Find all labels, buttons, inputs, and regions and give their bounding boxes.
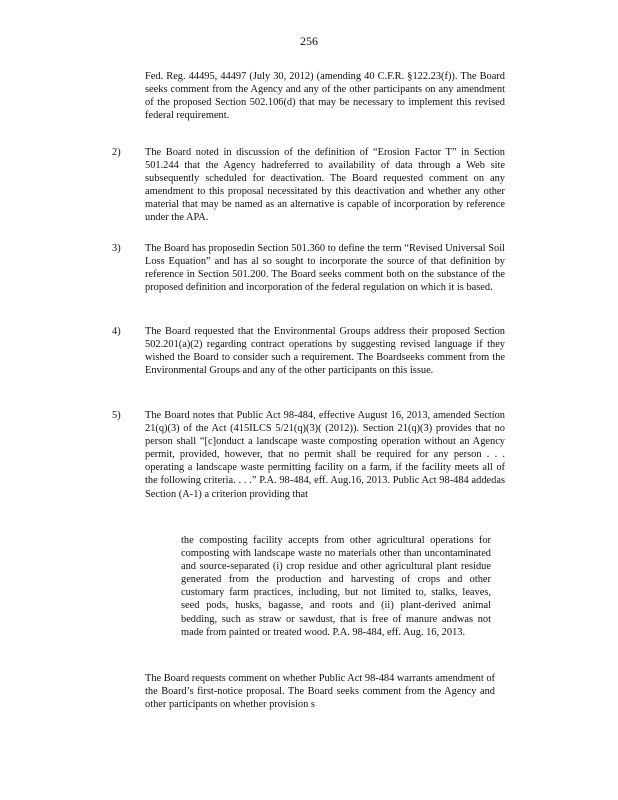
paragraph-number-3: 3) <box>112 243 121 254</box>
paragraph-number-5: 5) <box>112 410 121 421</box>
paragraph-4-text: The Board requested that the Environmental Groups address their proposed Section 502.201(a)(2) regarding contract operations by suggesting revised language if they wished the Board to consider such a requirement. The Boardseeks comment from the Environmental Groups and any of the other participants on this issue. <box>145 326 505 377</box>
paragraph-3-text: The Board has proposedin Section 501.360 to define the term “Revised Universal Soil Loss Equation” and has al so sought to incorporate the source of that definition by reference in Section 501.200. The Board seeks comment both on the substance of the proposed definition and incorporation of the federal regulation on which it is based. <box>145 243 505 294</box>
block-quote: the composting facility accepts from other agricultural operations for composting with landscape waste no materials other than uncontaminated and source-separated (i) crop residue and other agricultural plant residue generated from the production and harvesting of crops and other customary farm practices, including, but not limited to, stalks, leaves, seed pods, husks, bagasse, and roots and (ii) plant-derived animal bedding, such as straw or sawdust, that is free of manure andwas not made from painted or treated wood. P.A. 98-484, eff. Aug. 16, 2013. <box>181 535 491 638</box>
paragraph-5-text: The Board notes that Public Act 98-484, effective August 16, 2013, amended Section 21(q)(3) of the Act (415ILCS 5/21(q)(3)( (2012)). Section 21(q)(3) provides that no person shall “[c]onduct a landscape waste composting operation without an Agency permit, provided, however, that no permit shall be required for any person . . . operating a landscape waste permitting facility on a farm, if the facility meets all of the following criteria. . . .” P.A. 98-484, eff. Aug.16, 2013. Public Act 98-484 addedas Section (A-1) a criterion providing that <box>145 410 505 500</box>
paragraph-number-4: 4) <box>112 326 121 337</box>
paragraph-2-text: The Board noted in discussion of the definition of “Erosion Factor T” in Section 501.244 that the Agency hadreferred to availability of data through a Web site subsequently scheduled for deactivation. The Board requested comment on any amendment to this proposal necessitated by this deactivation and whether any other material that may be named as an alternative is capable of incorporation by reference under the APA. <box>145 147 505 224</box>
paragraph-number-2: 2) <box>112 147 121 158</box>
intro-paragraph: Fed. Reg. 44495, 44497 (July 30, 2012) (amending 40 C.F.R. §122.23(f)). The Board seeks comment from the Agency and any of the other participants on any amendment of the proposed Section 502.106(d) that may be necessary to implement this revised federal requirement. <box>145 71 505 122</box>
page-number: 256 <box>300 34 318 48</box>
closing-paragraph: The Board requests comment on whether Public Act 98-484 warrants amendment of the Board’s first-notice proposal. The Board seeks comment from the Agency and other participants on whether provision s <box>145 673 496 711</box>
